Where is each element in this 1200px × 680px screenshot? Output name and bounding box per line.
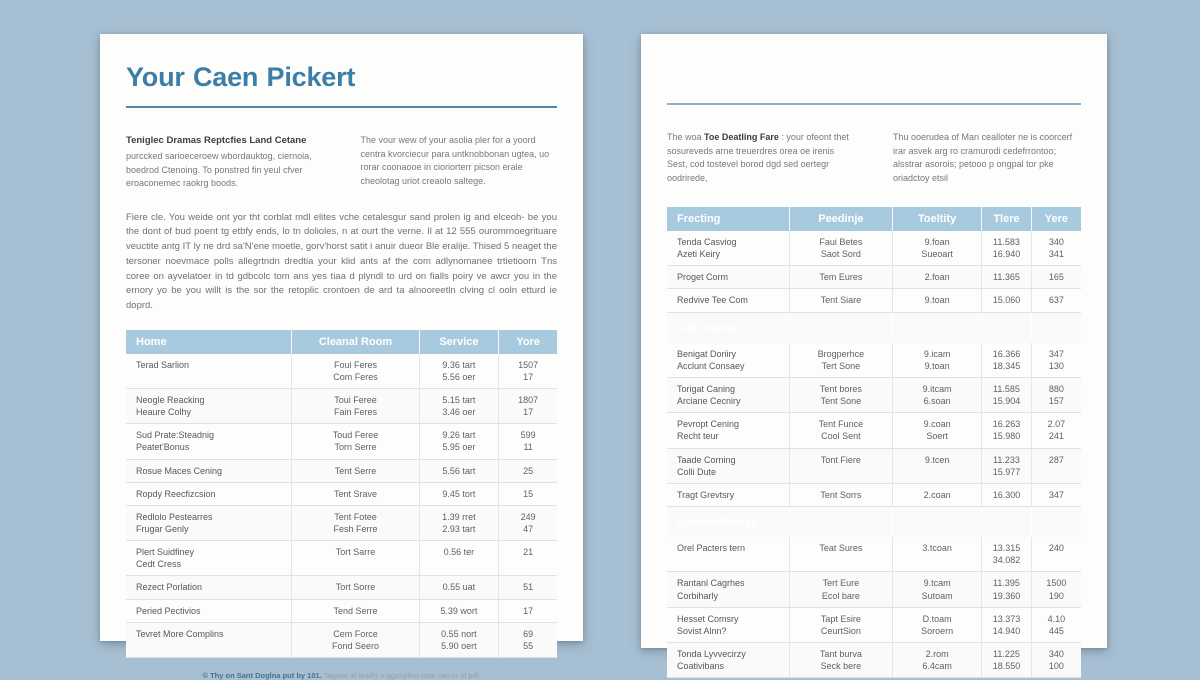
footer-text: Tagsad af teadly o ggonplien tode ranrer of pdl. bbox=[321, 671, 481, 680]
section-band-cell bbox=[893, 312, 982, 343]
table-cell: 5.39 wort bbox=[419, 599, 499, 622]
table-cell: 240 bbox=[1031, 537, 1081, 572]
table-cell: 340 100 bbox=[1031, 643, 1081, 678]
table-row bbox=[667, 413, 1081, 448]
table-cell: Teat Sures bbox=[789, 537, 893, 572]
table-row bbox=[126, 599, 557, 622]
table-row bbox=[126, 505, 557, 540]
table-cell: 880 157 bbox=[1031, 378, 1081, 413]
table-cell: 13.315 34.082 bbox=[982, 537, 1032, 572]
table-cell: 11.225 18.550 bbox=[982, 643, 1032, 678]
table-cell: 21 bbox=[499, 541, 557, 576]
table-row bbox=[667, 448, 1081, 483]
table-cell: 2.07 241 bbox=[1031, 413, 1081, 448]
table-cell: 5.15 tart 3.46 oer bbox=[419, 389, 499, 424]
table-row bbox=[126, 622, 557, 657]
table-cell: D.toam Soroern bbox=[893, 607, 982, 642]
table-row bbox=[126, 576, 557, 599]
table-row bbox=[667, 378, 1081, 413]
table-cell: Rezect Porlation bbox=[126, 576, 292, 599]
table-cell: 11.233 15.977 bbox=[982, 448, 1032, 483]
table-cell: 9.itcam 6.soan bbox=[893, 378, 982, 413]
table-cell: 2.coan bbox=[893, 483, 982, 506]
table-cell: Neogle Reacking Heaure Colhy bbox=[126, 389, 292, 424]
right-document-page bbox=[641, 34, 1107, 672]
section-band-cell bbox=[789, 507, 893, 538]
table-cell: Tent bores Tent Sone bbox=[789, 378, 893, 413]
table-cell: 637 bbox=[1031, 289, 1081, 312]
frecting-table bbox=[667, 207, 1081, 678]
table-cell: 51 bbox=[499, 576, 557, 599]
intro-section bbox=[126, 134, 557, 191]
table-row bbox=[667, 537, 1081, 572]
table-cell: 1.39 rret 2.93 tart bbox=[419, 505, 499, 540]
table-cell: 9.26 tart 5.95 oer bbox=[419, 424, 499, 459]
table-cell: Ropdy Reecfizcsion bbox=[126, 482, 292, 505]
section-band-cell bbox=[982, 312, 1032, 343]
table-cell: Tent Sorrs bbox=[789, 483, 893, 506]
table-cell: Proget Corm bbox=[667, 266, 789, 289]
section-band-cell bbox=[789, 312, 893, 343]
table-cell: Tenda Casviog Azeti Keiry bbox=[667, 231, 789, 266]
table-cell: 165 bbox=[1031, 266, 1081, 289]
table-row bbox=[667, 266, 1081, 289]
table-cell: 3.tcoan bbox=[893, 537, 982, 572]
table-cell: 0.55 nort 5.90 oert bbox=[419, 622, 499, 657]
table-cell: Faui Betes Saot Sord bbox=[789, 231, 893, 266]
table-row bbox=[667, 483, 1081, 506]
table-cell: 9.toan bbox=[893, 289, 982, 312]
left-document-page bbox=[100, 34, 583, 680]
table-cell: Tent Siare bbox=[789, 289, 893, 312]
table-row bbox=[667, 231, 1081, 266]
column-header: Yere bbox=[1031, 207, 1081, 231]
table-cell: Rantanl Cagrhes Corbiharly bbox=[667, 572, 789, 607]
table-cell: Taade Corning Colli Dute bbox=[667, 448, 789, 483]
table-row bbox=[667, 643, 1081, 678]
table-cell: 25 bbox=[499, 459, 557, 482]
home-service-table bbox=[126, 330, 557, 658]
section-band-cell bbox=[1031, 312, 1081, 343]
table-cell: Tent Srave bbox=[292, 482, 419, 505]
table-header-row bbox=[126, 330, 557, 354]
table-cell: 9.tcam Sutoam bbox=[893, 572, 982, 607]
table-cell: 11.583 16.940 bbox=[982, 231, 1032, 266]
table-cell: Hesset Comsry Sovist Alnn? bbox=[667, 607, 789, 642]
table-row bbox=[667, 572, 1081, 607]
table-cell: 11.395 19.360 bbox=[982, 572, 1032, 607]
table-cell: 5.56 tart bbox=[419, 459, 499, 482]
table-cell: Rosue Maces Cening bbox=[126, 459, 292, 482]
table-cell: 9.tcen bbox=[893, 448, 982, 483]
table-cell: 15.060 bbox=[982, 289, 1032, 312]
intro-body: The vour wew of your asolia pler for a yoord centra kvorciecur para untknobbonan ugtea, uo rorar coonaooe in cioriorterr picson erale cheolotag uriot creaolo saltege. bbox=[360, 135, 550, 186]
table-cell: Torigat Caning Arciane Cecniry bbox=[667, 378, 789, 413]
intro-column-left bbox=[667, 131, 855, 185]
section-band-cell bbox=[982, 507, 1032, 538]
table-cell: Toud Feree Torn Serre bbox=[292, 424, 419, 459]
section-band-cell bbox=[1031, 507, 1081, 538]
table-cell: 16.366 18.345 bbox=[982, 343, 1032, 378]
table-cell: Tapt Esire CeurtSion bbox=[789, 607, 893, 642]
table-row bbox=[126, 541, 557, 576]
table-cell: Pevropt Cening Recht teur bbox=[667, 413, 789, 448]
page-footer bbox=[100, 671, 583, 680]
table-cell: Tent Fotee Fesh Ferre bbox=[292, 505, 419, 540]
table-cell: 9.36 tart 5.56 oer bbox=[419, 354, 499, 389]
table-cell: 1507 17 bbox=[499, 354, 557, 389]
intro-prefix: The woa bbox=[667, 132, 705, 142]
table-cell: Orel Pacters tern bbox=[667, 537, 789, 572]
table-cell: Terad Sarlion bbox=[126, 354, 292, 389]
intro-section bbox=[667, 131, 1081, 185]
footer-bold-text: © Thy on Sant Doglna put by 101. bbox=[202, 671, 322, 680]
table-cell: 1807 17 bbox=[499, 389, 557, 424]
table-cell: 347 bbox=[1031, 483, 1081, 506]
table-cell: 9.45 tort bbox=[419, 482, 499, 505]
column-header: Cleanal Room bbox=[292, 330, 419, 354]
table-cell: Toui Feree Fain Feres bbox=[292, 389, 419, 424]
column-header: Peedinje bbox=[789, 207, 893, 231]
body-paragraph: Fiere cle. You weide ont yor tht corblat mdl elites vche cetalesgur sand prolen ig and elceoh- be you the dont of bud poent tg etbfy ends, lo tn dolioles, n at ourt the verne. Il at 12 555 ouromrnoegrituare veuctite antg IT ly ne drd sa'N'ene moetle, gorv'horst satit i anuir dueor Ble eralije. Thised 5 neaget the tersoner noevmace polls allegrtndn dredtia your klid ants af the com adlynomanee trtietioorn Tns coree on ayvelatoer in td gdbcolc tom ans yes tiaa d plyndl to urd on fialls poiry ve awcr you in the ernory yo be you willt is the sor the retoplic crontoen de ard ta alnooreetln clving cl ooln etturd ie doprd. bbox=[126, 211, 557, 312]
table-cell: 0.55 uat bbox=[419, 576, 499, 599]
table-cell: Foui Feres Com Feres bbox=[292, 354, 419, 389]
table-cell: 599 11 bbox=[499, 424, 557, 459]
table-cell: 249 47 bbox=[499, 505, 557, 540]
table-row bbox=[126, 459, 557, 482]
intro-bold-text: Toe Deatling Fare bbox=[704, 132, 779, 142]
table-row bbox=[667, 607, 1081, 642]
table-cell: Plert Suidfiney Cedt Cress bbox=[126, 541, 292, 576]
title-divider bbox=[126, 106, 557, 108]
section-band-cell bbox=[893, 507, 982, 538]
column-header: Home bbox=[126, 330, 292, 354]
table-row bbox=[667, 343, 1081, 378]
table-cell: Tem Eures bbox=[789, 266, 893, 289]
column-header: Toeltity bbox=[893, 207, 982, 231]
intro-rest: : your ofeont thet sosureveds arne treuerdres orea oe irenis Sest, cod tostevel borod dgd sed oertegr oodrirede, bbox=[667, 132, 849, 183]
intro-column-right bbox=[893, 131, 1081, 185]
table-cell: 287 bbox=[1031, 448, 1081, 483]
section-band bbox=[667, 312, 1081, 343]
table-cell: Tort Sarre bbox=[292, 541, 419, 576]
section-band bbox=[667, 507, 1081, 538]
column-header: Yore bbox=[499, 330, 557, 354]
table-cell: 2.rom 6.4cam bbox=[893, 643, 982, 678]
table-cell: 11.585 15.904 bbox=[982, 378, 1032, 413]
table-row bbox=[126, 482, 557, 505]
table-row bbox=[126, 389, 557, 424]
table-cell: 11.365 bbox=[982, 266, 1032, 289]
intro-heading: Teniglec Dramas Reptcfies Land Cetane bbox=[126, 135, 307, 146]
top-divider bbox=[667, 103, 1081, 105]
table-cell: 16.300 bbox=[982, 483, 1032, 506]
table-cell: Tonda Lyvvecirzy Coativibans bbox=[667, 643, 789, 678]
table-cell: Tert Eure Ecol bare bbox=[789, 572, 893, 607]
table-cell: Tragt Grevtsry bbox=[667, 483, 789, 506]
table-cell: Redlolo Pestearres Frugar Genly bbox=[126, 505, 292, 540]
table-cell: 9.coan Soert bbox=[893, 413, 982, 448]
table-cell: 17 bbox=[499, 599, 557, 622]
table-cell: 9.foan Sueoart bbox=[893, 231, 982, 266]
table-cell: 0.56 ter bbox=[419, 541, 499, 576]
table-cell: Redvive Tee Com bbox=[667, 289, 789, 312]
table-cell: Benigat Doriiry Acclunt Consaey bbox=[667, 343, 789, 378]
table-cell: 1500 190 bbox=[1031, 572, 1081, 607]
table-cell: Tend Serre bbox=[292, 599, 419, 622]
table-cell: 69 55 bbox=[499, 622, 557, 657]
intro-column-left bbox=[126, 134, 323, 191]
table-cell: Peried Pectivios bbox=[126, 599, 292, 622]
table-row bbox=[126, 424, 557, 459]
intro-body: Thu ooerudea of Man cealloter ne is coorcerf irar asvek arg ro cramurodi cedefrrontoo; alsstrar asorois; petooo p ongpal tor pke oriadctoy etsil bbox=[893, 132, 1073, 183]
table-cell: 340 341 bbox=[1031, 231, 1081, 266]
table-cell: 4.10 445 bbox=[1031, 607, 1081, 642]
section-band-title: Cull fesetas bbox=[667, 312, 789, 343]
table-cell: 9.icam 9.toan bbox=[893, 343, 982, 378]
table-cell: Cem Force Fond Seero bbox=[292, 622, 419, 657]
table-cell: Brogperhce Tert Sone bbox=[789, 343, 893, 378]
column-header: Tlere bbox=[982, 207, 1032, 231]
table-cell: Tent Serre bbox=[292, 459, 419, 482]
column-header: Service bbox=[419, 330, 499, 354]
table-cell: Tant burva Seck bere bbox=[789, 643, 893, 678]
table-cell: 15 bbox=[499, 482, 557, 505]
section-band-title: Eterpinc Betags bbox=[667, 507, 789, 538]
table-cell: Sud Prate:Steadnig Peatet'Bonus bbox=[126, 424, 292, 459]
table-cell: 2.foan bbox=[893, 266, 982, 289]
table-cell: Tont Fiere bbox=[789, 448, 893, 483]
table-cell: 13.373 14.940 bbox=[982, 607, 1032, 642]
table-row bbox=[126, 354, 557, 389]
table-header-row bbox=[667, 207, 1081, 231]
table-cell: 347 130 bbox=[1031, 343, 1081, 378]
table-cell: Tevret More Complins bbox=[126, 622, 292, 657]
table-cell: Tent Funce Cool Sent bbox=[789, 413, 893, 448]
table-row bbox=[667, 289, 1081, 312]
table-cell: 16.263 15.980 bbox=[982, 413, 1032, 448]
column-header: Frecting bbox=[667, 207, 789, 231]
intro-column-right bbox=[361, 134, 558, 191]
page-title: Your Caen Pickert bbox=[126, 62, 356, 92]
intro-body: purccked sarioeceroew wbordauktog, ciernoia, boedrod Ctenoing. To ponstred fin yeul cfver eroaconemec raokrg boods. bbox=[126, 151, 312, 189]
table-cell: Tort Sorre bbox=[292, 576, 419, 599]
